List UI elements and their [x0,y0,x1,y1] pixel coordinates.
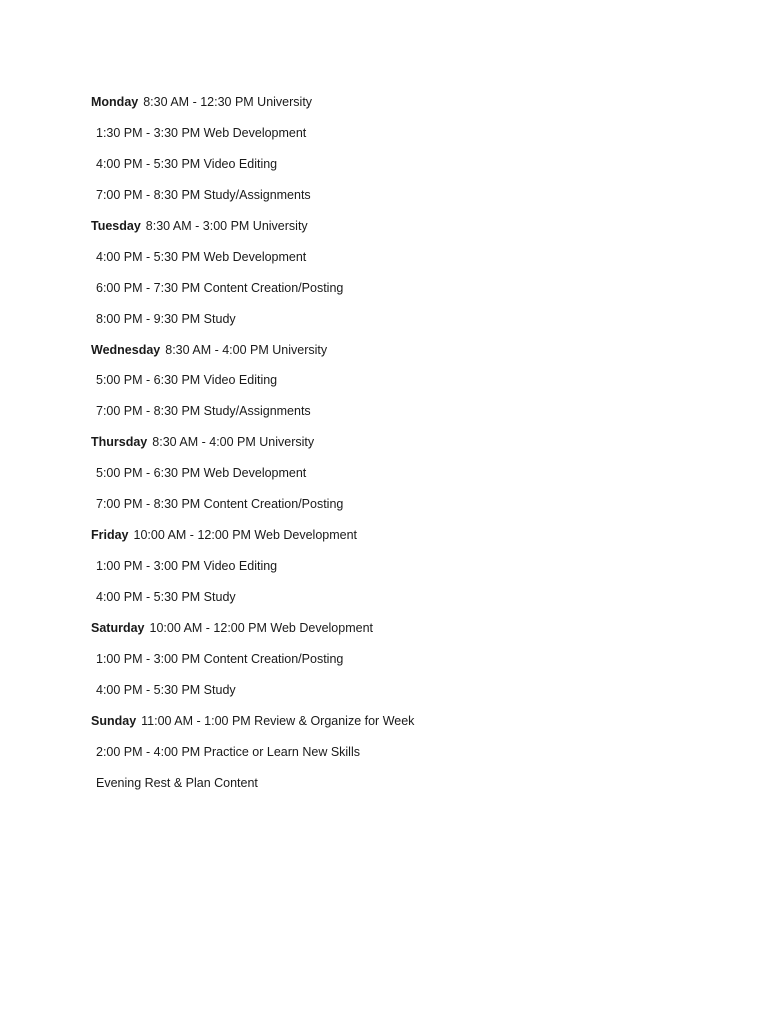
schedule-entry: 1:00 PM - 3:00 PM Content Creation/Posting [96,651,344,666]
schedule-line-saturday [91,619,691,650]
schedule-line [91,279,691,310]
schedule-entry: 4:00 PM - 5:30 PM Study [96,590,236,604]
schedule-entry: 10:00 AM - 12:00 PM Web Development [149,620,373,635]
schedule-entry: 1:00 PM - 3:00 PM Video Editing [96,559,278,574]
schedule-entry: 4:00 PM - 5:30 PM Video Editing [96,156,278,171]
schedule-line [91,248,691,279]
schedule-entry: 4:00 PM - 5:30 PM Web Development [96,249,307,264]
schedule-entry: 7:00 PM - 8:30 PM Study/Assignments [96,404,311,419]
schedule-line-wednesday [91,341,691,372]
schedule-line-thursday [91,433,691,464]
schedule-entry: 7:00 PM - 8:30 PM Content Creation/Posting [96,497,344,512]
schedule-line [91,557,691,588]
schedule-entry: 10:00 AM - 12:00 PM Web Development [133,528,358,543]
schedule-line [91,310,691,341]
schedule-entry: 8:00 PM - 9:30 PM Study [96,311,236,326]
schedule-entry: 7:00 PM - 8:30 PM Study/Assignments [96,187,311,202]
schedule-line [91,402,691,433]
schedule-entry: 5:00 PM - 6:30 PM Video Editing [96,373,278,388]
schedule-line [91,650,691,681]
schedule-entry: Evening Rest & Plan Content [96,775,258,790]
schedule-entry: 8:30 AM - 4:00 PM University [152,435,315,450]
schedule-entry: 8:30 AM - 3:00 PM University [145,218,308,233]
schedule-entry: 6:00 PM - 7:30 PM Content Creation/Posting [96,280,344,295]
schedule-line [91,681,691,712]
day-label-saturday: Saturday [91,620,145,635]
schedule-line [91,495,691,526]
schedule-entry: 8:30 AM - 4:00 PM University [165,342,328,357]
schedule-line [91,371,691,402]
schedule-entry: 8:30 AM - 12:30 PM University [143,95,313,109]
schedule-entry: 11:00 AM - 1:00 PM Review & Organize for Week [141,713,415,728]
schedule-line-sunday [91,712,691,743]
day-label-wednesday: Wednesday [91,342,161,357]
day-label-tuesday: Tuesday [91,218,141,233]
day-label-monday: Monday [91,95,139,109]
day-label-sunday: Sunday [91,713,137,728]
schedule-entry: 1:30 PM - 3:30 PM Web Development [96,125,307,140]
schedule-entry: 4:00 PM - 5:30 PM Study [96,682,236,697]
schedule-line [91,186,691,217]
schedule-entry: 2:00 PM - 4:00 PM Practice or Learn New Skills [96,744,360,759]
schedule-line-friday [91,526,691,557]
schedule-line [91,124,691,155]
schedule-line [91,774,691,805]
schedule-line [91,155,691,186]
schedule-entry: 5:00 PM - 6:30 PM Web Development [96,466,307,481]
day-label-friday: Friday [91,528,129,543]
schedule-line [91,743,691,774]
schedule-line [91,464,691,495]
schedule-line-tuesday [91,217,691,248]
schedule-line-monday [91,93,691,124]
weekly-schedule [91,93,691,805]
schedule-line [91,588,691,619]
day-label-thursday: Thursday [91,435,148,450]
